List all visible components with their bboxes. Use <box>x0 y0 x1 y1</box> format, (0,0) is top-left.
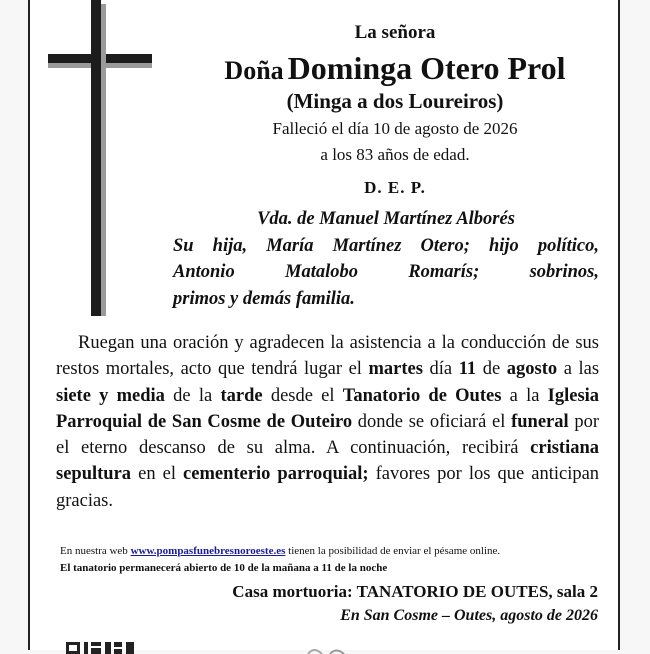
death-date: Falleció el día 10 de agosto de 2026 <box>272 119 518 138</box>
body-text-7: a la <box>509 385 540 406</box>
web-condolence-note <box>60 545 620 557</box>
burial-phrase: cristiana sepultura <box>56 438 599 485</box>
ceremony-day: martes <box>368 359 423 380</box>
body-text-10: en el <box>138 464 176 485</box>
body-text-3: de <box>482 359 501 380</box>
family-line-3: Antonio Matalobo Romarís; sobrinos, <box>173 262 599 282</box>
deceased-nickname: (Minga a dos Loureiros) <box>286 89 504 113</box>
cemetery-name: cementerio parroquial; <box>183 464 369 485</box>
body-text-5: de la <box>173 385 213 406</box>
family-line-2: Su hija, María Martínez Otero; hijo político, <box>173 235 599 256</box>
dep-line: D. E. P. <box>364 178 426 197</box>
place-date-line: En San Cosme – Outes, agosto de 2026 <box>340 607 598 624</box>
body-text-2: día <box>429 359 453 380</box>
age-at-death: a los 83 años de edad. <box>320 145 470 164</box>
body-text-11: favores por los que anticipan gracias. <box>56 464 600 511</box>
ceremony-time: siete y media <box>56 385 165 406</box>
opening-hours-note: El tanatorio permanecerá abierto de 10 de la mañana a 11 de la noche <box>60 562 388 574</box>
family-line-4: primos y demás familia. <box>173 288 355 309</box>
family-list <box>173 206 599 312</box>
body-text-8: donde se oficiará el <box>357 411 506 432</box>
deceased-name: Dominga Otero Prol <box>287 50 566 86</box>
logo-icon <box>66 640 136 654</box>
deceased-header <box>160 22 630 198</box>
funeral-home-line: Casa mortuoria: TANATORIO DE OUTES, sala 2 <box>232 582 598 601</box>
body-text-1: Ruegan una oración y agradecen la asistencia a la conducción de sus restos mortales, acto que tendrá lugar el <box>56 333 599 380</box>
web-note-suffix: tienen la posibilidad de enviar el pésame online. <box>288 545 501 557</box>
deceased-title: Doña <box>224 56 284 85</box>
ceremony-month: agosto <box>506 359 558 380</box>
body-text-4: a las <box>563 359 600 380</box>
ceremony-daypart: tarde <box>220 385 263 406</box>
web-note-prefix: En nuestra web <box>60 545 128 557</box>
body-text-9: por el eterno descanso de su alma. A continuación, recibirá <box>56 411 600 459</box>
partial-emblem-icon <box>300 644 360 654</box>
ceremony-paragraph <box>56 330 599 514</box>
cross-icon <box>44 0 164 320</box>
deceased-name-line <box>160 50 630 87</box>
departure-place: Tanatorio de Outes <box>342 385 502 406</box>
honorific: La señora <box>354 22 436 43</box>
ceremony-day-number: 11 <box>458 359 477 380</box>
body-text-6: desde el <box>270 385 335 406</box>
family-widow-line: Vda. de Manuel Martínez Alborés <box>257 209 515 229</box>
church-name: Iglesia Parroquial de San Cosme de Outeiro <box>56 385 600 432</box>
funeral-word: funeral <box>511 411 569 432</box>
website-link[interactable]: www.pompasfunebresnoroeste.es <box>130 545 286 557</box>
